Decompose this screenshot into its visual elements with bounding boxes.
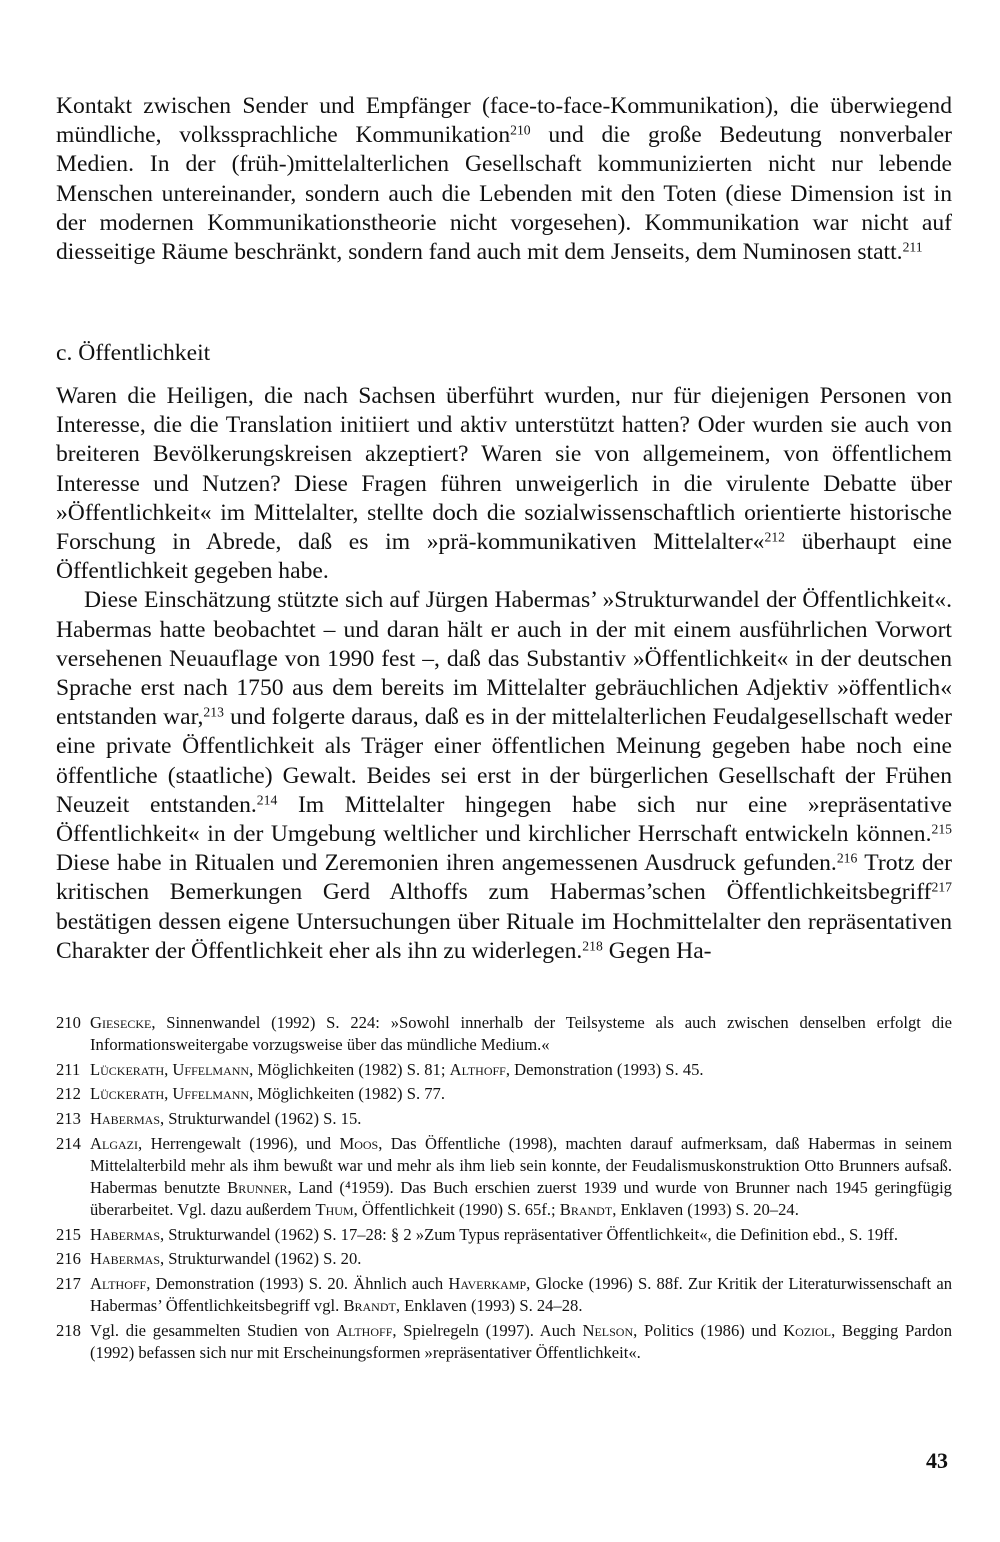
footnote-217 <box>56 1273 952 1317</box>
footnote-213 <box>56 1108 952 1130</box>
footnote-ref[interactable]: 214 <box>256 792 278 808</box>
footnote-number: 217 <box>56 1273 81 1293</box>
footnote-ref[interactable]: 216 <box>836 850 858 866</box>
footnote-211 <box>56 1059 952 1081</box>
footnote-number: 213 <box>56 1108 81 1128</box>
footnote-210 <box>56 1012 952 1056</box>
footnote-text: Giesecke, Sinnenwandel (1992) S. 224: »Sowohl innerhalb der Teilsysteme als auch zwischen denselben erfolgt die Informationsweitergabe vorzugsweise über das mündliche Medium.« <box>90 1013 952 1055</box>
footnote-218 <box>56 1320 952 1364</box>
footnote-number: 218 <box>56 1320 81 1340</box>
footnote-text: Lückerath, Uffelmann, Möglichkeiten (1982) S. 81; Althoff, Demonstration (1993) S. 45. <box>90 1059 704 1079</box>
footnote-212 <box>56 1083 952 1105</box>
section-heading: c. Öffentlichkeit <box>56 340 211 366</box>
footnotes <box>56 1012 952 1367</box>
page-number: 43 <box>926 1448 948 1473</box>
footnote-number: 216 <box>56 1249 81 1269</box>
body-text-main <box>56 382 952 966</box>
footnote-ref[interactable]: 213 <box>203 704 224 720</box>
footnote-number: 210 <box>56 1013 81 1032</box>
footnote-ref[interactable]: 215 <box>931 821 952 837</box>
footnote-ref[interactable]: 211 <box>902 239 923 255</box>
footnote-text: Habermas, Strukturwandel (1962) S. 17–28: § 2 »Zum Typus repräsentativer Öffentlichkeit«, die Definition ebd., S. 19ff. <box>90 1224 899 1244</box>
footnote-215 <box>56 1224 952 1246</box>
footnote-number: 212 <box>56 1084 81 1104</box>
footnote-text: Althoff, Demonstration (1993) S. 20. Ähnlich auch Haverkamp, Glocke (1996) S. 88f. Zur Kritik der Literaturwissenschaft an Habermas’ Öffentlichkeitsbegriff vgl. Brandt, Enklaven (1993) S. 24–28. <box>90 1273 952 1316</box>
footnote-number: 215 <box>56 1224 81 1244</box>
footnote-text: Habermas, Strukturwandel (1962) S. 20. <box>90 1249 362 1269</box>
footnote-number: 211 <box>56 1059 81 1079</box>
footnote-text: Vgl. die gesammelten Studien von Althoff, Spielregeln (1997). Auch Nelson, Politics (1986) und Koziol, Begging Pardon (1992) befassen sich nur mit Erscheinungsformen »repräsentativer Öffentlichkeit«. <box>90 1320 952 1362</box>
paragraph-1: Kontakt zwischen Sender und Empfänger (face-to-face-Kommunikation), die überwiegend mündliche, volkssprachliche Kommunikation$^{210}$ und die große Bedeutung nonverbaler Medien. In der (früh-)mittelalterlichen Gesellschaft kommunizierten nicht nur lebende Menschen untereinander, sondern auch die Lebenden mit den Toten (diese Dimension ist in der modernen Kommunikationstheorie nicht vorgesehen). Kommunikation war nicht auf diesseitige Räume beschränkt, sondern fand auch mit dem Jenseits, dem Numinosen statt.$^{211}$ <box>56 93 952 266</box>
footnote-214 <box>56 1133 952 1222</box>
footnote-text: Algazi, Herrengewalt (1996), und Moos, Das Öffentliche (1998), machten darauf aufmerksam, daß Habermas in seinem Mittelalterbild mehr als ihm bewußt war und mehr als ihm lieb sein konnte, der Feudalismuskonstruktion Otto Brunners aufsaß. Habermas benutzte Brunner, Land (⁴1959). Das Buch erschien zuerst 1939 und wurde von Brunner nach 1945 geringfügig überarbeitet. Vgl. dazu außerdem Thum, Öffentlichkeit (1990) S. 65f.; Brandt, Enklaven (1993) S. 20–24. <box>90 1133 952 1220</box>
footnote-ref[interactable]: 212 <box>764 529 785 545</box>
footnote-216 <box>56 1248 952 1270</box>
footnote-ref[interactable]: 218 <box>582 938 603 954</box>
footnote-ref[interactable]: 210 <box>510 122 531 138</box>
footnote-number: 214 <box>56 1133 81 1153</box>
footnote-text: Habermas, Strukturwandel (1962) S. 15. <box>90 1108 362 1128</box>
paragraph-2: Waren die Heiligen, die nach Sachsen überführt wurden, nur für diejenigen Personen von Interesse, die die Translation initiiert und aktiv unterstützt hatten? Oder wurden sie auch von breiteren Bevölkerungskreisen akzeptiert? Waren sie von allgemeinem, von öffentlichem Interesse und Nutzen? Diese Fragen führen unweigerlich in die virulente Debatte über »Öffentlichkeit« im Mittelalter, stellte doch die sozialwissenschaftlich orientierte historische Forschung in Abrede, daß es im »prä-kommunikativen Mittelalter«$^{212}$ überhaupt eine Öffentlichkeit gegeben habe. <box>56 383 953 585</box>
body-text-top <box>56 92 952 267</box>
footnote-ref[interactable]: 217 <box>931 879 952 895</box>
paragraph-3: Diese Einschätzung stützte sich auf Jürgen Habermas’ »Strukturwandel der Öffentlichkeit«. Habermas hatte beobachtet – und daran hält er auch in der mit einem ausführlichen Vorwort versehenen Neuauflage von 1990 fest –, daß das Substantiv »Öffentlichkeit« in der deutschen Sprache erst nach 1750 aus dem bereits im Mittelalter gebräuchlichen Adjektiv »öffentlich« entstanden war,$^{213}$ und folgerte daraus, daß es in der mittelalterlichen Feudalgesellschaft weder eine private Öffentlichkeit als Träger einer öffentlichen Meinung gegeben habe noch eine öffentliche (staatliche) Gewalt. Beides sei erst in der bürgerlichen Gesellschaft der Frühen Neuzeit entstanden.$^{214}$ Im Mittelalter hingegen habe sich nur eine »repräsentative Öffentlichkeit« in der Umgebung weltlicher und kirchlicher Herrschaft entwickeln können.$^{215}$ Diese habe in Ritualen und Zeremonien ihren angemessenen Ausdruck gefunden.$^{216}$ Trotz der kritischen Bemerkungen Gerd Althoffs zum Habermas’schen Öffentlichkeitsbegriff$^{217}$ bestätigen dessen eigene Untersuchungen über Rituale im Hochmittelalter den repräsentativen Charakter der Öffentlichkeit eher als ihn zu widerlegen.$^{218}$ Gegen Ha- <box>56 587 952 964</box>
footnote-text: Lückerath, Uffelmann, Möglichkeiten (1982) S. 77. <box>90 1084 445 1104</box>
